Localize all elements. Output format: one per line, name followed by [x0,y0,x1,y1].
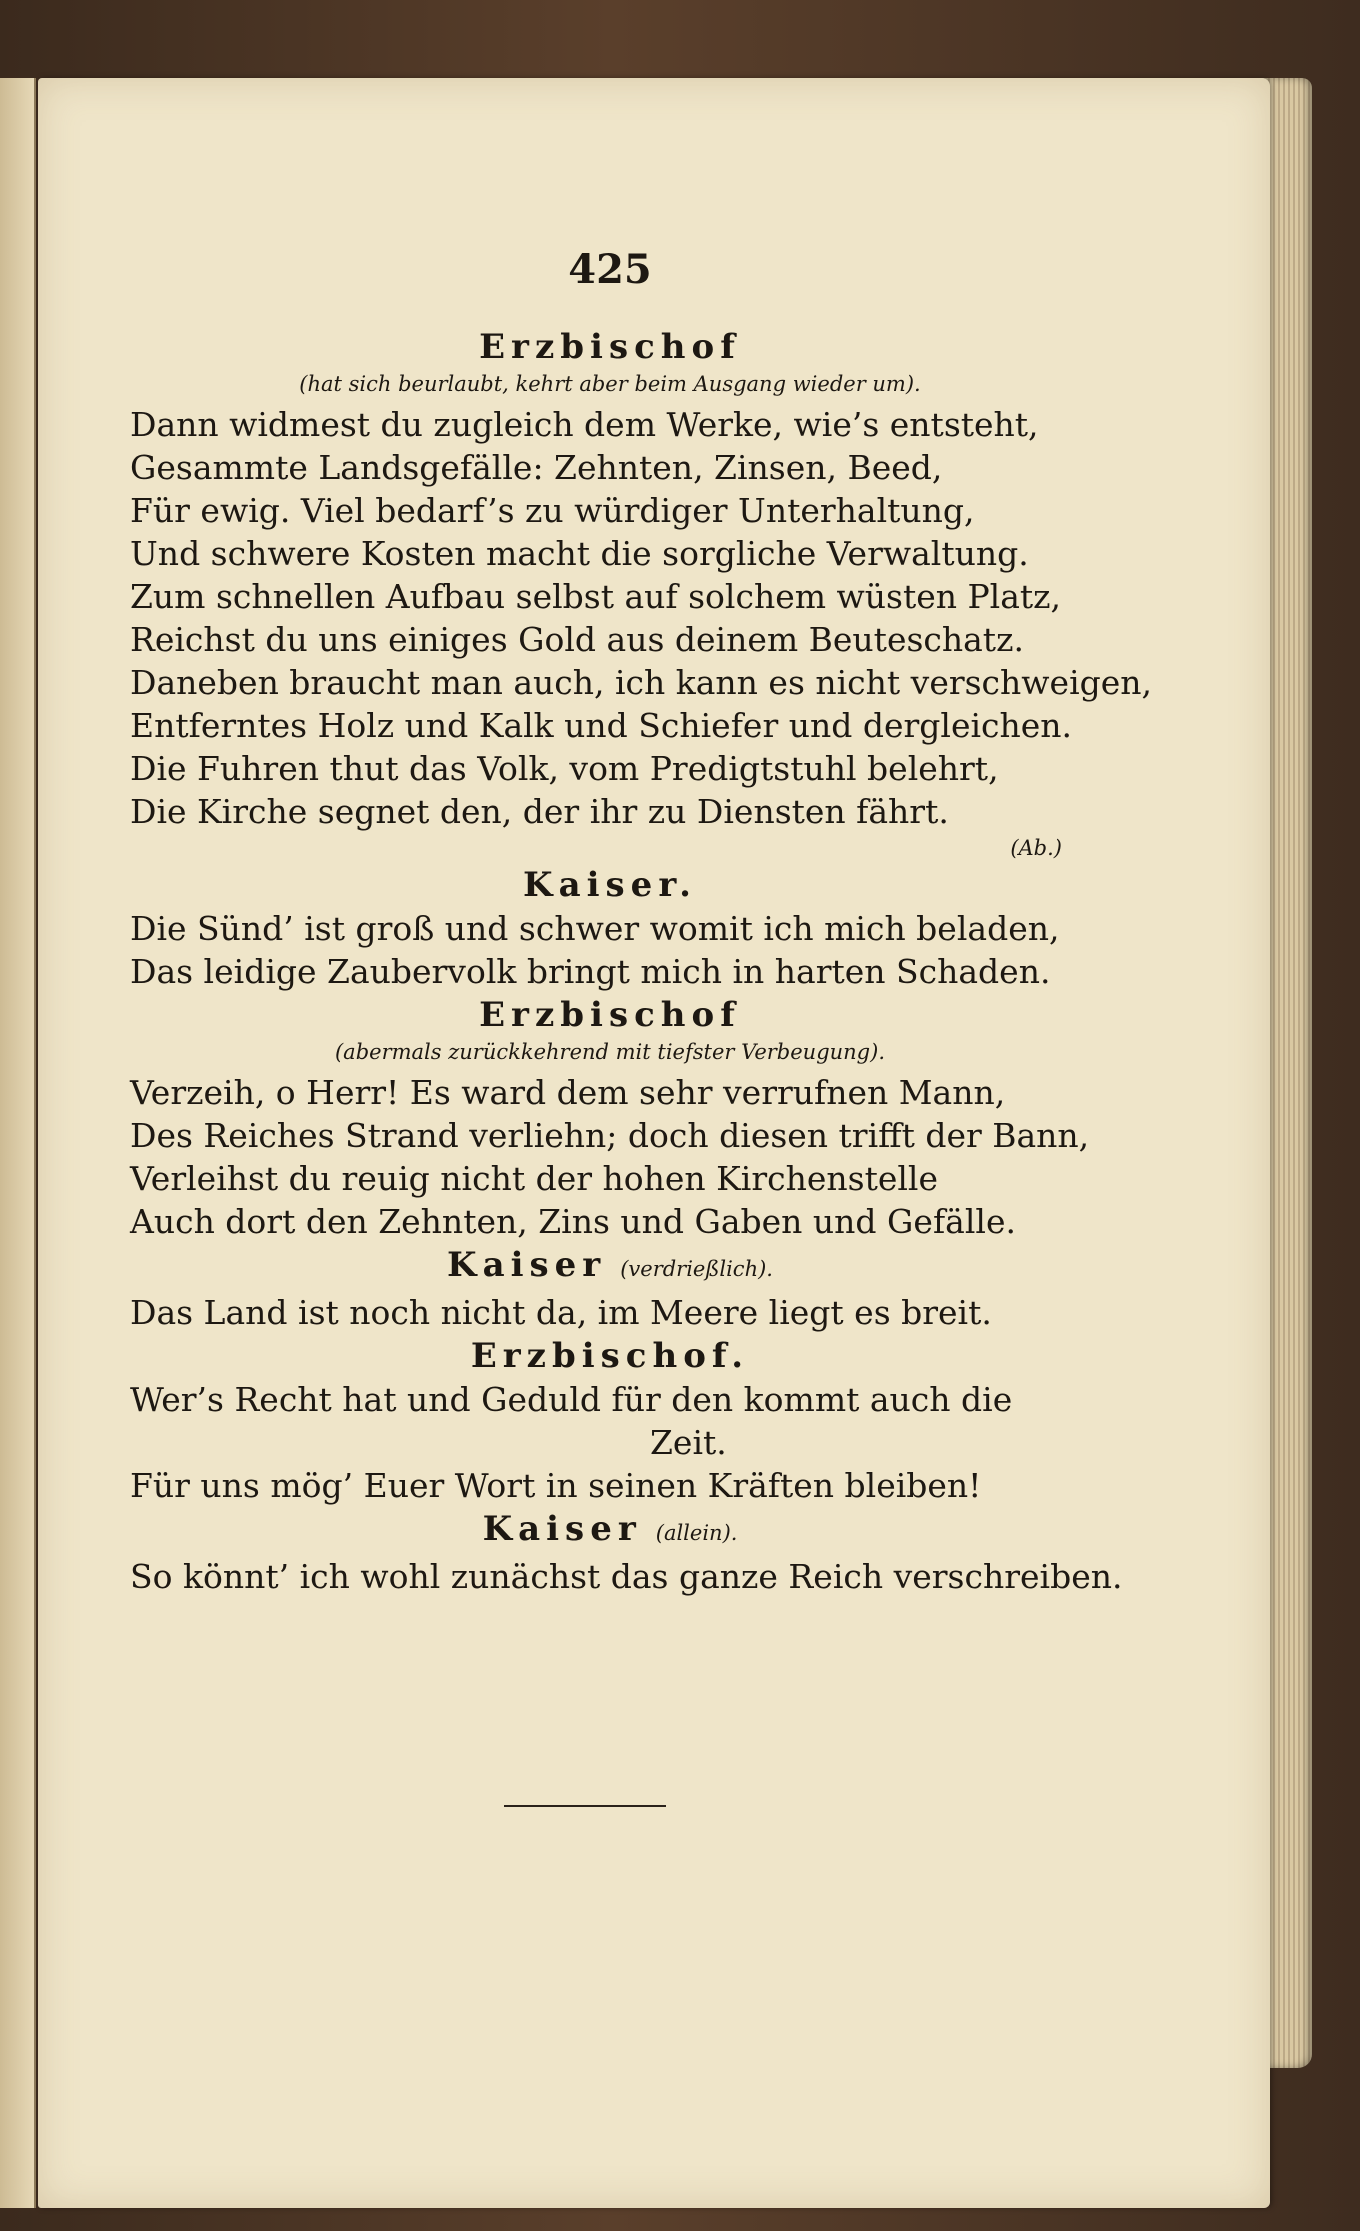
speaker-heading [130,1507,1090,1555]
verse-line: Daneben braucht man auch, ich kann es nicht verschweigen, [130,663,1153,702]
verse-line: Die Fuhren thut das Volk, vom Predigtstuhl belehrt, [130,749,999,788]
speaker-name: Kaiser. [523,865,697,905]
speaker-heading [130,325,1090,369]
book-page [38,78,1270,2208]
speaker-heading [130,1243,1090,1291]
verse-line: Des Reiches Strand verliehn; doch diesen trifft der Bann, [130,1116,1090,1155]
stage-direction: (hat sich beurlaubt, kehrt aber beim Ausgang wieder um). [299,372,921,396]
verse-line: Auch dort den Zehnten, Zins und Gaben und Gefälle. [130,1202,1016,1241]
verse-line: Die Kirche segnet den, der ihr zu Diensten fährt. [130,792,949,831]
verse-line: Zum schnellen Aufbau selbst auf solchem wüsten Platz, [130,577,1062,616]
verse-line: Entferntes Holz und Kalk und Schiefer und dergleichen. [130,706,1073,745]
previous-page-edge [0,78,36,2208]
verse-line: Für ewig. Viel bedarf’s zu würdiger Unterhaltung, [130,491,975,530]
end-rule [504,1805,666,1807]
speaker-name: Kaiser [482,1509,642,1549]
verse-line: Reichst du uns einiges Gold aus deinem Beuteschatz. [130,620,1024,659]
speaker-heading [130,863,1090,907]
verse-line: Gesammte Landsgefälle: Zehnten, Zinsen, Beed, [130,448,943,487]
speaker-name: Kaiser [447,1245,607,1285]
page-number: 425 [568,246,652,293]
stage-direction-inline: (verdrießlich). [620,1257,773,1281]
stage-direction: (abermals zurückkehrend mit tiefster Verbeugung). [334,1040,885,1064]
verse-line: Die Sünd’ ist groß und schwer womit ich mich beladen, [130,909,1060,948]
verse-line: Verzeih, o Herr! Es ward dem sehr verrufnen Mann, [130,1073,1006,1112]
speaker-name: Erzbischof [479,327,741,367]
exit-direction: (Ab.) [1010,836,1062,860]
verse-line: Dann widmest du zugleich dem Werke, wie’s entsteht, [130,405,1039,444]
verse-line: Wer’s Recht hat und Geduld für den kommt auch die [130,1380,1013,1419]
verse-line: Und schwere Kosten macht die sorgliche Verwaltung. [130,534,1029,573]
verse-line: Für uns mög’ Euer Wort in seinen Kräften bleiben! [130,1466,982,1505]
page-text [130,246,1153,1598]
verse-line: Verleihst du reuig nicht der hohen Kirchenstelle [130,1159,939,1198]
verse-line: Das Land ist noch nicht da, im Meere liegt es breit. [130,1293,992,1332]
stage-direction-inline: (allein). [655,1521,738,1545]
speaker-name: Erzbischof. [470,1336,750,1376]
speaker-heading [130,1334,1090,1378]
verse-line: So könnt’ ich wohl zunächst das ganze Reich verschreiben. [130,1557,1123,1596]
speaker-heading [130,993,1090,1037]
verse-line: Das leidige Zaubervolk bringt mich in harten Schaden. [130,952,1051,991]
text-blocks [130,325,1153,1598]
speaker-name: Erzbischof [479,995,741,1035]
verse-line: Zeit. [650,1423,727,1462]
